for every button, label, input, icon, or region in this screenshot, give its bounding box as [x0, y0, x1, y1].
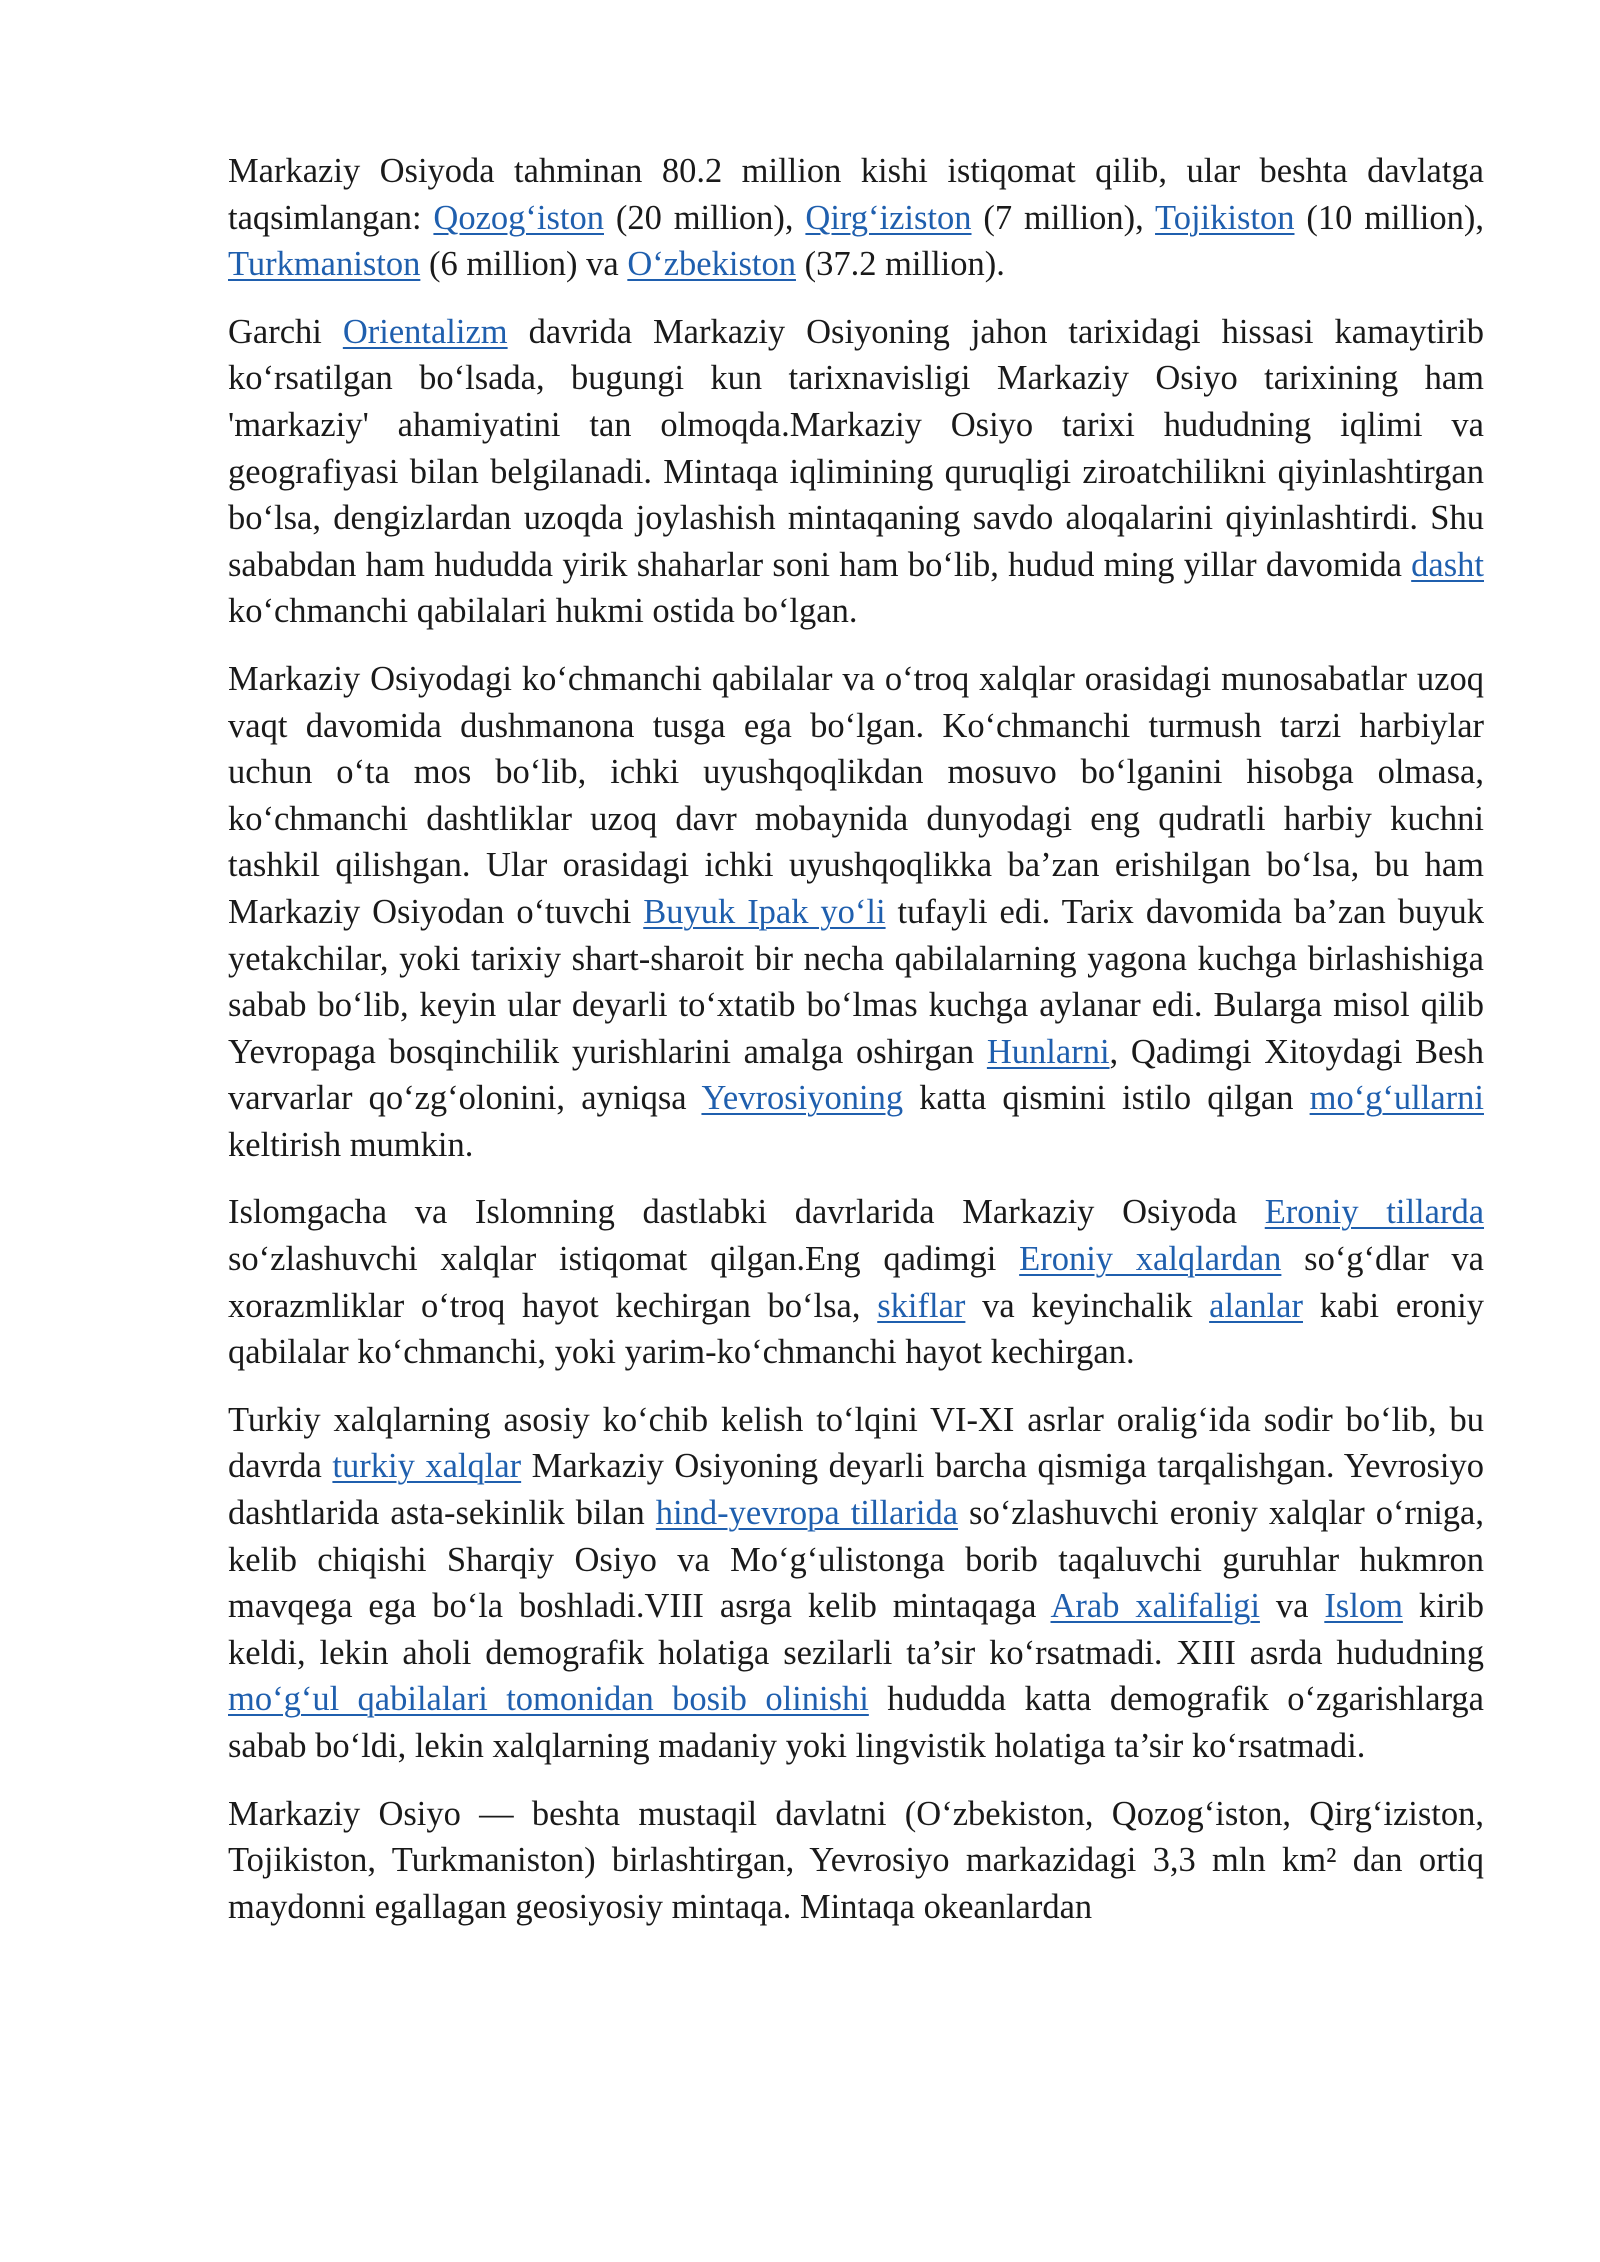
- hyperlink[interactable]: Qozog‘iston: [433, 198, 604, 237]
- text-run: so‘zlashuvchi xalqlar istiqomat qilgan.Eng qadimgi: [228, 1240, 1020, 1279]
- hyperlink[interactable]: Eroniy xalqlardan: [1019, 1240, 1282, 1279]
- hyperlink[interactable]: Tojikiston: [1155, 198, 1295, 237]
- paragraph-turkic-migration: [228, 1397, 1484, 1770]
- text-run: kabi eroniy qabilalar ko‘chmanchi, yoki yarim-ko‘chmanchi hayot kechirgan.: [228, 1286, 1484, 1372]
- hyperlink[interactable]: Orientalizm: [342, 312, 508, 351]
- text-run: Markaziy Osiyo — beshta mustaqil davlatni (O‘zbekiston, Qozog‘iston, Qirg‘iziston, Tojikiston, Turkmaniston) birlashtirgan, Yevrosiyo markazidagi 3,3 mln km² dan ortiq maydonni egallagan geosiyosiy mintaqa. Mintaqa okeanlardan: [228, 1794, 1484, 1926]
- hyperlink[interactable]: mo‘g‘ul qabilalari tomonidan bosib olinishi: [228, 1680, 869, 1719]
- paragraph-nomads: [228, 656, 1484, 1169]
- hyperlink[interactable]: Arab xalifaligi: [1050, 1587, 1260, 1626]
- hyperlink[interactable]: O‘zbekiston: [627, 245, 796, 284]
- text-run: katta qismini istilo qilgan: [903, 1079, 1310, 1118]
- hyperlink[interactable]: mo‘g‘ullarni: [1309, 1079, 1484, 1118]
- hyperlink[interactable]: Yevrosiyoning: [701, 1079, 904, 1118]
- text-run: (6 million) va: [420, 245, 628, 284]
- text-run: keltirish mumkin.: [228, 1125, 474, 1164]
- hyperlink[interactable]: hind-yevropa tillarida: [655, 1494, 959, 1533]
- text-run: Markaziy Osiyoning deyarli barcha qismiga tarqalishgan. Yevrosiyo dashtlarida asta-sekinlik bilan: [228, 1447, 1484, 1533]
- text-run: Islomgacha va Islomning dastlabki davrlarida Markaziy Osiyoda: [228, 1193, 1265, 1232]
- paragraph-population: [228, 148, 1484, 288]
- hyperlink[interactable]: skiflar: [877, 1286, 966, 1325]
- hyperlink[interactable]: Turkmaniston: [228, 245, 421, 284]
- text-run: ko‘chmanchi qabilalari hukmi ostida bo‘lgan.: [228, 592, 858, 631]
- paragraph-geopolitical-region: [228, 1791, 1484, 1931]
- text-run: (10 million),: [1294, 198, 1485, 237]
- text-run: (37.2 million).: [795, 245, 1005, 284]
- hyperlink[interactable]: alanlar: [1209, 1286, 1303, 1325]
- hyperlink[interactable]: Islom: [1324, 1587, 1403, 1626]
- text-run: Markaziy Osiyoda tahminan 80.2 million kishi istiqomat qilib, ular beshta davlatga taqsimlangan:: [228, 152, 1484, 237]
- text-run: hududda katta demografik o‘zgarishlarga sabab bo‘ldi, lekin xalqlarning madaniy yoki lingvistik holatiga ta’sir ko‘rsatmadi.: [228, 1680, 1484, 1765]
- text-run: davrida Markaziy Osiyoning jahon tarixidagi hissasi kamaytirib ko‘rsatilgan bo‘lsada, bugungi kun tarixnavisligi Markaziy Osiyo tarixining ham 'markaziy' ahamiyatini tan olmoqda.Markaziy Osiyo tarixi hududning iqlimi va geografiyasi bilan belgilanadi. Mintaqa iqlimining quruqligi ziroatchilikni qiyinlashtirgan bo‘lsa, dengizlardan uzoqda joylashish mintaqaning savdo aloqalarini qiyinlashtirdi. Shu sababdan ham hududda yirik shaharlar soni ham bo‘lib, hudud ming yillar davomida: [228, 312, 1484, 584]
- text-run: kirib keldi, lekin aholi demografik holatiga sezilarli ta’sir ko‘rsatmadi. XIII asrda hududning: [228, 1587, 1484, 1672]
- paragraph-iranian-peoples: [228, 1189, 1484, 1375]
- paragraph-history-geography: [228, 309, 1484, 635]
- hyperlink[interactable]: Eroniy tillarda: [1264, 1193, 1485, 1232]
- hyperlink[interactable]: dasht: [1411, 545, 1484, 584]
- text-run: so‘g‘dlar va xorazmliklar o‘troq hayot kechirgan bo‘lsa,: [228, 1240, 1484, 1325]
- text-run: (20 million),: [604, 198, 806, 237]
- text-run: Turkiy xalqlarning asosiy ko‘chib kelish to‘lqini VI-XI asrlar oralig‘ida sodir bo‘lib, bu davrda: [228, 1400, 1484, 1486]
- text-run: va keyinchalik: [965, 1286, 1210, 1325]
- hyperlink[interactable]: Hunlarni: [986, 1032, 1110, 1071]
- hyperlink[interactable]: Qirg‘iziston: [805, 198, 972, 237]
- text-run: so‘zlashuvchi eroniy xalqlar o‘rniga, kelib chiqishi Sharqiy Osiyo va Mo‘g‘ulistonga borib taqaluvchi guruhlar hukmron mavqega ega bo‘la boshladi.VIII asrga kelib mintaqaga: [228, 1494, 1484, 1626]
- text-run: (7 million),: [971, 198, 1156, 237]
- text-run: tufayli edi. Tarix davomida ba’zan buyuk yetakchilar, yoki tarixiy shart-sharoit bir necha qabilalarning yagona kuchga birlashishiga sabab bo‘lib, keyin ular deyarli to‘xtatib bo‘lmas kuchga aylanar edi. Bularga misol qilib Yevropaga bosqinchilik yurishlarini amalga oshirgan: [228, 892, 1484, 1071]
- hyperlink[interactable]: turkiy xalqlar: [332, 1447, 522, 1486]
- document-page: [228, 148, 1484, 1951]
- text-run: , Qadimgi Xitoydagi Besh varvarlar qo‘zg‘olonini, ayniqsa: [228, 1032, 1485, 1118]
- hyperlink[interactable]: Buyuk Ipak yo‘li: [643, 892, 886, 931]
- text-run: Garchi: [228, 312, 343, 351]
- text-run: va: [1259, 1587, 1325, 1626]
- text-run: Markaziy Osiyodagi ko‘chmanchi qabilalar va o‘troq xalqlar orasidagi munosabatlar uzoq vaqt davomida dushmanona tusga ega bo‘lgan. Ko‘chmanchi turmush tarzi harbiylar uchun o‘ta mos bo‘lib, ichki uyushqoqlikdan mosuvo bo‘lganini hisobga olmasa, ko‘chmanchi dashtliklar uzoq davr mobaynida dunyodagi eng qudratli harbiy kuchni tashkil qilishgan. Ular orasidagi ichki uyushqoqlikka ba’zan erishilgan bo‘lsa, bu ham Markaziy Osiyodan o‘tuvchi: [228, 659, 1484, 931]
